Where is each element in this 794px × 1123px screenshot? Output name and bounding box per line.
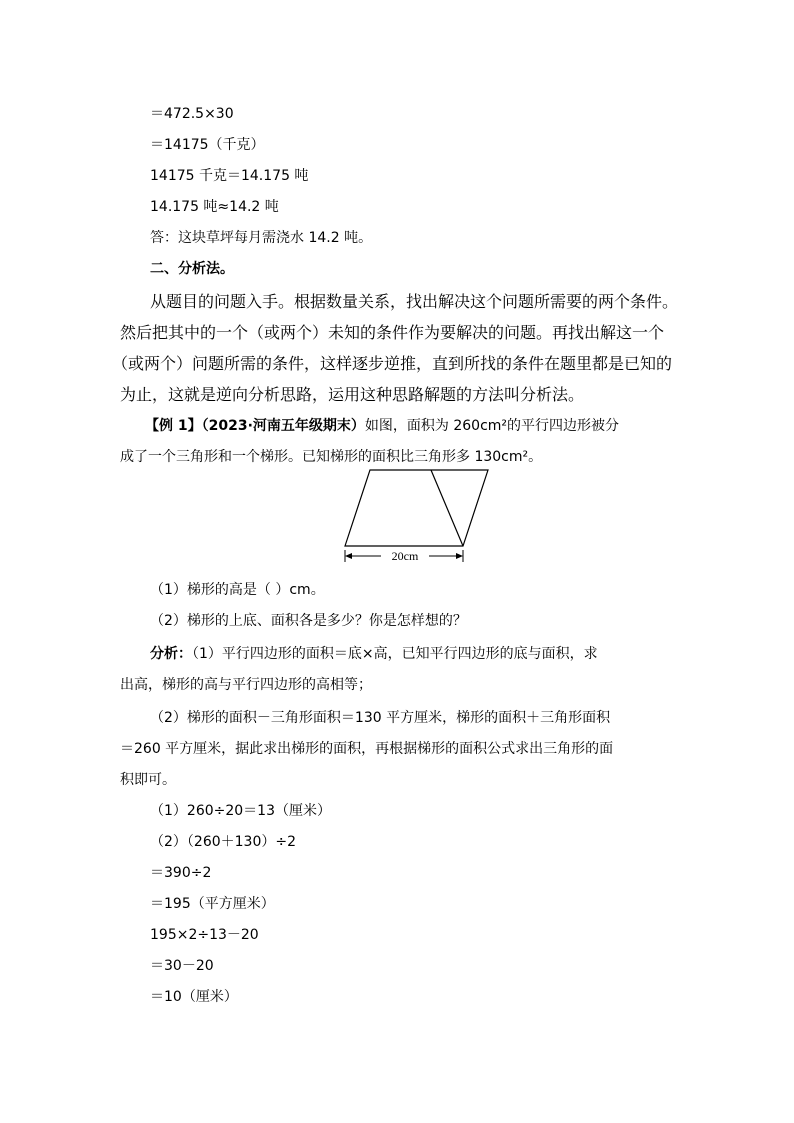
analysis-label: 分析： [150, 646, 192, 662]
section-title: 二、分析法。 [150, 261, 234, 277]
example-heading [145, 416, 619, 436]
solution-line: ＝390÷2 [150, 865, 212, 881]
parallelogram-shape [345, 470, 488, 546]
parallelogram-diagram [335, 466, 505, 566]
solution-line: （1）260÷20＝13（厘米） [150, 803, 331, 819]
solution-line: ＝10（厘米） [150, 989, 238, 1005]
paragraph-line: 为止，这就是逆向分析思路，运用这种思路解题的方法叫分析法。 [120, 385, 585, 404]
analysis-line: 出高，梯形的高与平行四边形的高相等； [120, 677, 372, 693]
analysis-line: 分析：（1）平行四边形的面积＝底×高，已知平行四边形的底与面积，求 [150, 646, 598, 662]
paragraph-line: 然后把其中的一个（或两个）未知的条件作为要解决的问题。再找出解这一个 [120, 323, 665, 342]
calc-line: 14.175 吨≈14.2 吨 [150, 199, 279, 215]
question-line: （2）梯形的上底、面积各是多少？你是怎样想的？ [150, 613, 467, 629]
calc-line: ＝14175（千克） [150, 137, 265, 153]
paragraph-line: 从题目的问题入手。根据数量关系，找出解决这个问题所需要的两个条件。 [150, 292, 679, 311]
example-text: 成了一个三角形和一个梯形。已知梯形的面积比三角形多 130cm²。 [120, 449, 543, 465]
arrow-left-icon [345, 553, 352, 559]
question-line: （1）梯形的高是（ ）cm。 [150, 582, 325, 598]
solution-line: 195×2÷13－20 [150, 927, 259, 943]
analysis-line: ＝260 平方厘米，据此求出梯形的面积，再根据梯形的面积公式求出三角形的面 [120, 741, 614, 757]
divider-line [431, 470, 463, 546]
analysis-line: 积即可。 [120, 772, 176, 788]
base-label: 20cm [391, 549, 419, 563]
example-text: 如图，面积为 260cm²的平行四边形被分 [364, 418, 620, 434]
answer-line: 答：这块草坪每月需浇水 14.2 吨。 [150, 230, 373, 246]
solution-line: （2）（260＋130）÷2 [150, 834, 296, 850]
analysis-line: （2）梯形的面积－三角形面积＝130 平方厘米，梯形的面积＋三角形面积 [150, 710, 611, 726]
example-label: 【例 1】（2023·河南五年级期末） [145, 418, 365, 434]
solution-line: ＝195（平方厘米） [150, 896, 275, 912]
calc-line: ＝472.5×30 [150, 106, 234, 122]
paragraph-line: （或两个）问题所需的条件，这样逐步逆推，直到所找的条件在题里都是已知的 [112, 354, 673, 373]
solution-line: ＝30－20 [150, 958, 214, 974]
calc-line: 14175 千克＝14.175 吨 [150, 168, 309, 184]
arrow-right-icon [456, 553, 463, 559]
